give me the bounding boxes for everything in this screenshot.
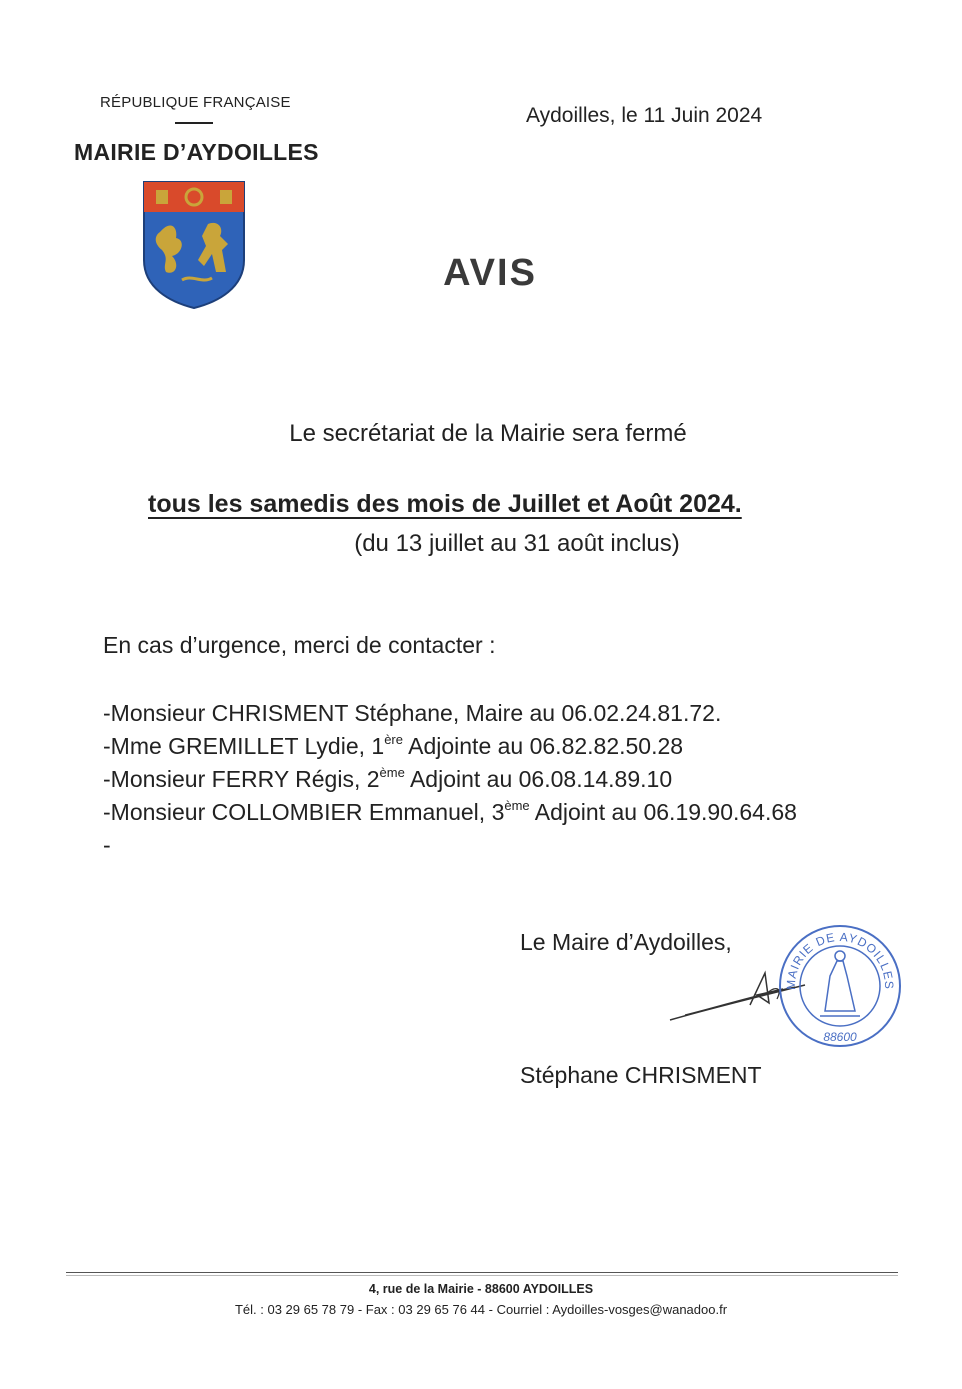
closure-period: (du 13 juillet au 31 août inclus)	[354, 530, 680, 557]
contact-item: -Monsieur FERRY Régis, 2ème Adjoint au 06.08.14.89.10	[103, 765, 673, 792]
contact-item: -	[103, 832, 111, 858]
footer-address: 4, rue de la Mairie - 88600 AYDOILLES	[368, 1282, 594, 1296]
footer-divider-shadow	[66, 1275, 898, 1276]
contact-list	[103, 697, 797, 862]
contact-item: -Monsieur CHRISMENT Stéphane, Maire au 06.02.24.81.72.	[103, 700, 722, 726]
document-date: Aydoilles, le 11 Juin 2024	[526, 104, 763, 127]
closure-dates: tous les samedis des mois de Juillet et Août 2024.	[148, 490, 742, 518]
republique-francaise: RÉPUBLIQUE FRANÇAISE	[100, 94, 291, 111]
signatory-title: Le Maire d’Aydoilles,	[520, 929, 732, 955]
footer-divider	[66, 1272, 898, 1273]
header-divider	[175, 122, 213, 124]
closure-statement: Le secrétariat de la Mairie sera fermé	[289, 420, 687, 447]
footer-contact: Tél. : 03 29 65 78 79 - Fax : 03 29 65 76 44 - Courriel : Aydoilles-vosges@wanadoo.fr	[234, 1302, 728, 1317]
official-stamp	[775, 921, 905, 1051]
signatory-name: Stéphane CHRISMENT	[520, 1062, 762, 1088]
svg-text:88600: 88600	[823, 1030, 857, 1044]
contact-item: -Mme GREMILLET Lydie, 1ère Adjointe au 06.82.82.50.28	[103, 732, 684, 759]
notice-title: AVIS	[443, 252, 537, 294]
mairie-name: MAIRIE D’AYDOILLES	[74, 139, 319, 165]
emergency-intro: En cas d’urgence, merci de contacter :	[103, 632, 496, 658]
svg-text:MAIRIE DE AYDOILLES: MAIRIE DE AYDOILLES	[783, 929, 897, 991]
contact-item: -Monsieur COLLOMBIER Emmanuel, 3ème Adjoint au 06.19.90.64.68	[103, 798, 797, 825]
